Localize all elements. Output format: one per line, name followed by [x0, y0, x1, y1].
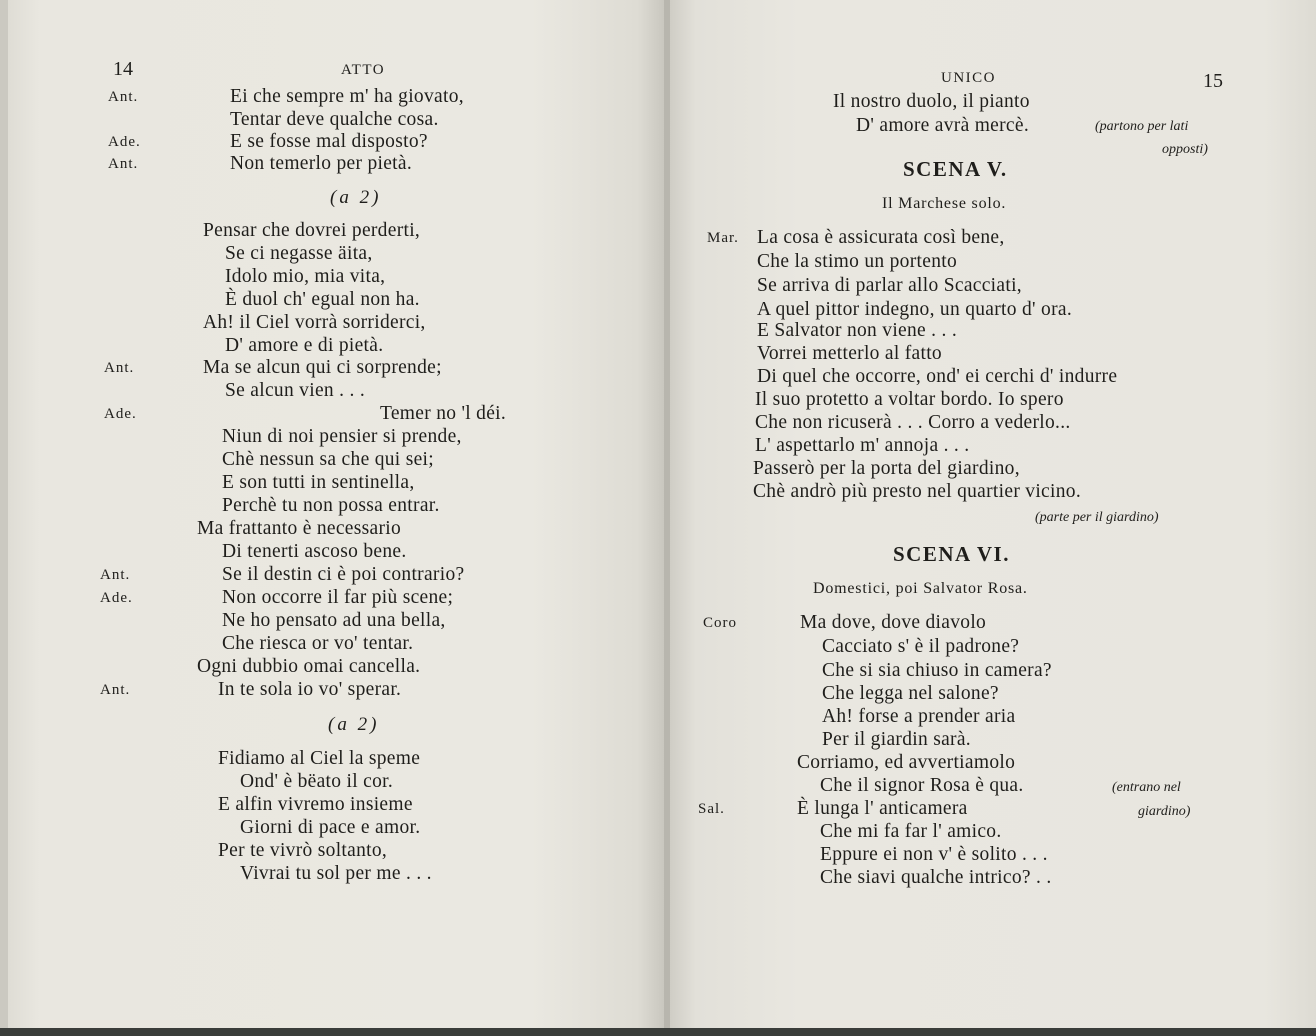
verse-line: A quel pittor indegno, un quarto d' ora. — [757, 299, 1073, 320]
verse-line: D' amore avrà mercè. — [856, 115, 1029, 136]
verse-line: In te sola io vo' sperar. — [218, 679, 402, 700]
verse-line: Tentar deve qualche cosa. — [230, 109, 439, 130]
page-number-left: 14 — [113, 58, 133, 80]
verse-line: Ond' è bëato il cor. — [240, 771, 394, 792]
verse-line: Che riesca or vo' tentar. — [222, 633, 414, 654]
verse-line: Corriamo, ed avvertiamolo — [797, 752, 1016, 773]
verse-line: Se arriva di parlar allo Scacciati, — [757, 275, 1022, 296]
verse-line: Vorrei metterlo al fatto — [757, 343, 942, 364]
running-head-right: UNICO — [941, 70, 996, 86]
verse-line: Idolo mio, mia vita, — [225, 266, 386, 287]
verse-line: Non temerlo per pietà. — [230, 153, 413, 174]
verse-line: Che mi fa far l' amico. — [820, 821, 1002, 842]
running-head-left: ATTO — [341, 62, 386, 78]
verse-line: La cosa è assicurata così bene, — [757, 227, 1005, 248]
page-number-right: 15 — [1203, 70, 1223, 92]
verse-line: Se il destin ci è poi contrario? — [222, 564, 465, 585]
speaker-label: Ant. — [108, 156, 139, 172]
speaker-label: Ant. — [104, 360, 135, 376]
verse-line: Non occorre il far più scene; — [222, 587, 454, 608]
verse-line: Di tenerti ascoso bene. — [222, 541, 407, 562]
verse-line: Il suo protetto a voltar bordo. Io spero — [755, 389, 1064, 410]
verse-line: Ma frattanto è necessario — [197, 518, 402, 539]
verse-line: Pensar che dovrei perderti, — [203, 220, 421, 241]
speaker-label: Ade. — [108, 134, 141, 150]
verse-line: Niun di noi pensier si prende, — [222, 426, 462, 447]
verse-line: Che si sia chiuso in camera? — [822, 660, 1052, 681]
verse-line: Chè nessun sa che qui sei; — [222, 449, 434, 470]
page-edge — [0, 0, 8, 1036]
a2-marker: (a 2) — [328, 714, 380, 735]
verse-line: Se alcun vien . . . — [225, 380, 366, 401]
verse-line: Eppure ei non v' è solito . . . — [820, 844, 1048, 865]
verse-line: Che siavi qualche intrico? . . — [820, 867, 1052, 888]
verse-line: E se fosse mal disposto? — [230, 131, 428, 152]
verse-line: Perchè tu non possa entrar. — [222, 495, 440, 516]
scene-cast: Il Marchese solo. — [882, 195, 1007, 212]
speaker-label: Mar. — [707, 230, 739, 246]
stage-direction: giardino) — [1138, 804, 1191, 819]
speaker-label: Ade. — [104, 406, 137, 422]
verse-line: Ogni dubbio omai cancella. — [197, 656, 421, 677]
speaker-label: Ade. — [100, 590, 133, 606]
verse-line: Temer no 'l déi. — [380, 403, 507, 424]
verse-line: Per te vivrò soltanto, — [218, 840, 388, 861]
speaker-label: Ant. — [108, 89, 139, 105]
scene-title: SCENA VI. — [893, 542, 1010, 566]
verse-line: Ne ho pensato ad una bella, — [222, 610, 446, 631]
verse-line: E son tutti in sentinella, — [222, 472, 415, 493]
a2-marker: (a 2) — [330, 187, 382, 208]
verse-line: Se ci negasse äita, — [225, 243, 373, 264]
verse-line: Per il giardin sarà. — [822, 729, 971, 750]
verse-line: Ah! il Ciel vorrà sorriderci, — [203, 312, 426, 333]
verse-line: Il nostro duolo, il pianto — [833, 91, 1030, 112]
verse-line: Ma se alcun qui ci sorprende; — [203, 357, 442, 378]
speaker-label: Ant. — [100, 682, 131, 698]
speaker-label: Ant. — [100, 567, 131, 583]
stage-direction: opposti) — [1162, 142, 1208, 157]
verse-line: E Salvator non viene . . . — [757, 320, 958, 341]
verse-line: Che la stimo un portento — [757, 251, 958, 272]
verse-line: Passerò per la porta del giardino, — [753, 458, 1020, 479]
verse-line: È lunga l' anticamera — [797, 798, 968, 819]
verse-line: Chè andrò più presto nel quartier vicino. — [753, 481, 1082, 502]
verse-line: Ma dove, dove diavolo — [800, 612, 987, 633]
verse-line: Che legga nel salone? — [822, 683, 999, 704]
stage-direction: (entrano nel — [1112, 780, 1181, 795]
verse-line: Ah! forse a prender aria — [822, 706, 1016, 727]
stage-direction: (partono per lati — [1095, 119, 1189, 134]
verse-line: Di quel che occorre, ond' ei cerchi d' indurre — [757, 366, 1118, 387]
verse-line: L' aspettarlo m' annoja . . . — [755, 435, 970, 456]
verse-line: Giorni di pace e amor. — [240, 817, 421, 838]
verse-line: Fidiamo al Ciel la speme — [218, 748, 421, 769]
verse-line: È duol ch' egual non ha. — [225, 289, 420, 310]
verse-line: Che il signor Rosa è qua. — [820, 775, 1024, 796]
verse-line: D' amore e di pietà. — [225, 335, 384, 356]
speaker-label: Coro — [703, 615, 737, 631]
verse-line: E alfin vivremo insieme — [218, 794, 413, 815]
verse-line: Ei che sempre m' ha giovato, — [230, 86, 464, 107]
bottom-shadow — [0, 1028, 1316, 1036]
scene-title: SCENA V. — [903, 157, 1008, 181]
stage-direction: (parte per il giardino) — [1035, 510, 1159, 525]
verse-line: Vivrai tu sol per me . . . — [240, 863, 432, 884]
verse-line: Cacciato s' è il padrone? — [822, 636, 1020, 657]
verse-line: Che non ricuserà . . . Corro a vederlo... — [755, 412, 1071, 433]
scene-cast: Domestici, poi Salvator Rosa. — [813, 580, 1028, 597]
speaker-label: Sal. — [698, 801, 725, 817]
